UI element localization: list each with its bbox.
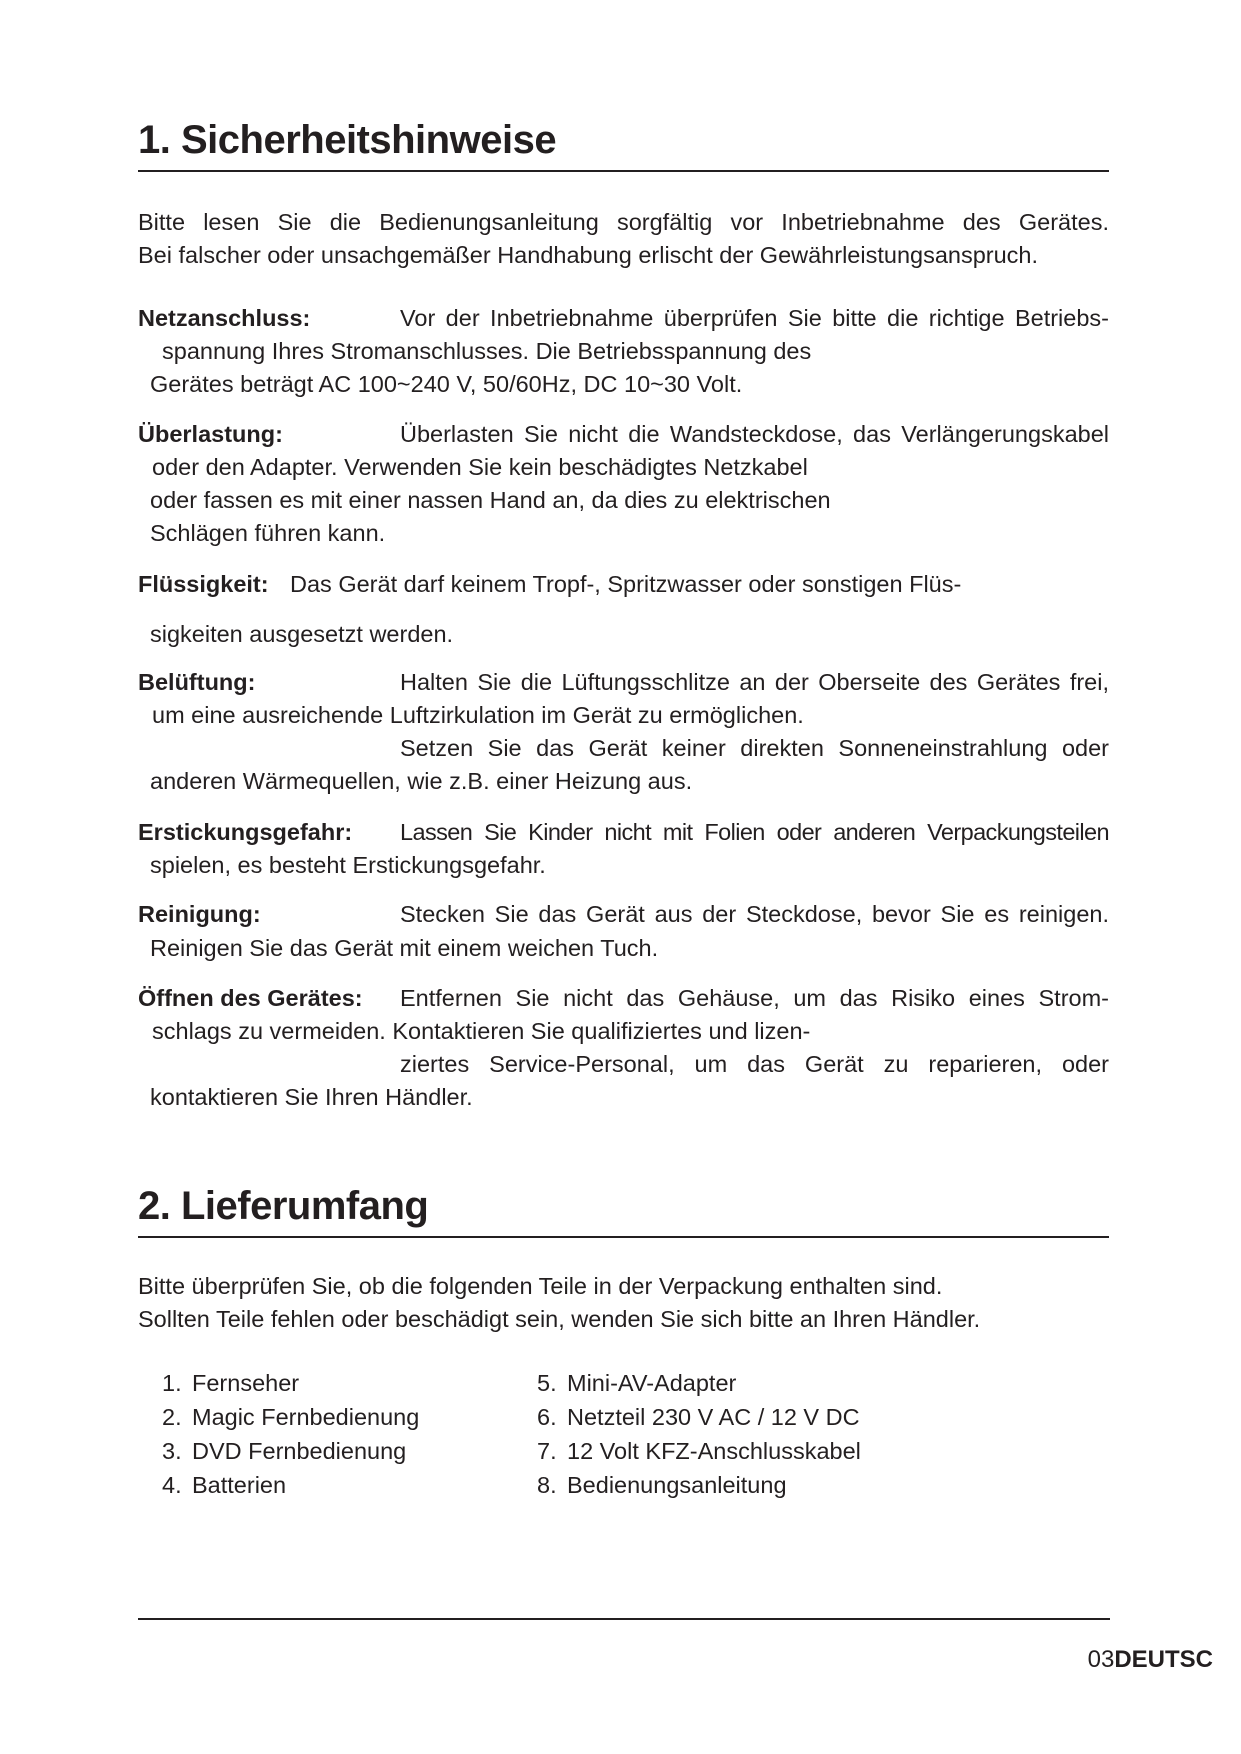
entry-line: Reinigen Sie das Gerät mit einem weichen Tuch. (150, 935, 659, 961)
entry-label: Belüftung: (138, 669, 256, 695)
entry-line: Gerätes beträgt AC 100~240 V, 50/60Hz, DC 10~30 Volt. (150, 371, 743, 397)
entry-line: schlags zu vermeiden. Kontaktieren Sie qualifiziertes und lizen- (152, 1018, 811, 1044)
entry-line: kontaktieren Sie Ihren Händler. (150, 1084, 473, 1110)
list-item (537, 1468, 861, 1502)
safety-intro-line-1: Bitte lesen Sie die Bedienungsanleitung sorgfältig vor Inbetriebnahme des Gerätes. (138, 209, 1109, 235)
entry-line: um eine ausreichende Luftzirkulation im Gerät zu ermöglichen. (152, 702, 804, 728)
entry-label: Öffnen des Gerätes: (138, 985, 363, 1011)
list-item-text: 12 Volt KFZ-Anschlusskabel (567, 1438, 861, 1464)
entry-line: spielen, es besteht Erstickungsgefahr. (150, 852, 546, 878)
contents-list-right (537, 1366, 861, 1502)
list-item-number: 7. (537, 1438, 557, 1464)
entry-line: Entfernen Sie nicht das Gehäuse, um das Risiko eines Strom- (400, 985, 1109, 1011)
entry-line: Vor der Inbetriebnahme überprüfen Sie bitte die richtige Betriebs- (400, 305, 1109, 331)
entry-line: Halten Sie die Lüftungsschlitze an der Oberseite des Gerätes frei, (400, 669, 1109, 695)
entry-line: oder den Adapter. Verwenden Sie kein beschädigtes Netzkabel (152, 454, 808, 480)
entry-line: Lassen Sie Kinder nicht mit Folien oder anderen Verpackungsteilen (400, 819, 1109, 845)
footer-language: DEUTSC (1114, 1646, 1213, 1673)
contents-intro-line-1: Bitte überprüfen Sie, ob die folgenden Teile in der Verpackung enthalten sind. (138, 1273, 943, 1299)
list-item-number: 1. (162, 1370, 182, 1396)
list-item-number: 3. (162, 1438, 182, 1464)
list-item-number: 8. (537, 1472, 557, 1498)
entry-label: Netzanschluss: (138, 305, 311, 331)
entry-line: Stecken Sie das Gerät aus der Steckdose, bevor Sie es reinigen. (400, 901, 1109, 927)
entry-line: Setzen Sie das Gerät keiner direkten Sonneneinstrahlung oder (400, 735, 1109, 761)
entry-label: Überlastung: (138, 421, 283, 447)
entry-line: Schlägen führen kann. (150, 520, 386, 546)
safety-intro (138, 206, 1109, 272)
contents-intro (138, 1270, 1109, 1336)
list-item (537, 1366, 861, 1400)
list-item (537, 1434, 861, 1468)
page-number: 03 (1087, 1646, 1115, 1673)
list-item (162, 1434, 419, 1468)
entry-line: anderen Wärmequellen, wie z.B. einer Heizung aus. (150, 768, 693, 794)
list-item-number: 2. (162, 1404, 182, 1430)
entry-line: Das Gerät darf keinem Tropf-, Spritzwasser oder sonstigen Flüs- (290, 571, 962, 597)
entry-line: ziertes Service-Personal, um das Gerät zu reparieren, oder (400, 1051, 1109, 1077)
list-item-number: 6. (537, 1404, 557, 1430)
list-item-text: Batterien (192, 1472, 287, 1498)
list-item (162, 1468, 419, 1502)
list-item (162, 1366, 419, 1400)
contents-list-left (162, 1366, 419, 1502)
contents-intro-line-2: Sollten Teile fehlen oder beschädigt sein, wenden Sie sich bitte an Ihren Händler. (138, 1306, 981, 1332)
entry-label: Reinigung: (138, 901, 261, 927)
list-item-text: Bedienungsanleitung (567, 1472, 787, 1498)
list-item-text: Fernseher (192, 1370, 300, 1396)
section-heading-safety: 1. Sicherheitshinweise (138, 116, 1109, 172)
list-item (537, 1400, 861, 1434)
entry-line: spannung Ihres Stromanschlusses. Die Betriebsspannung des (162, 338, 812, 364)
footer-divider (138, 1618, 1110, 1620)
list-item-text: Netzteil 230 V AC / 12 V DC (567, 1404, 860, 1430)
section-heading-contents: 2. Lieferumfang (138, 1182, 1109, 1238)
entry-line: Überlasten Sie nicht die Wandsteckdose, das Verlängerungskabel (400, 421, 1109, 447)
list-item-text: DVD Fernbedienung (192, 1438, 407, 1464)
list-item-text: Mini-AV-Adapter (567, 1370, 737, 1396)
list-item-text: Magic Fernbedienung (192, 1404, 420, 1430)
entry-line: sigkeiten ausgesetzt werden. (150, 621, 454, 647)
list-item (162, 1400, 419, 1434)
entry-label: Flüssigkeit: (138, 571, 269, 597)
list-item-number: 5. (537, 1370, 557, 1396)
list-item-number: 4. (162, 1472, 182, 1498)
entry-line: oder fassen es mit einer nassen Hand an, da dies zu elektrischen (150, 487, 831, 513)
page-footer (1088, 1646, 1213, 1674)
safety-intro-line-2: Bei falscher oder unsachgemäßer Handhabung erlischt der Gewährleistungsanspruch. (138, 242, 1039, 268)
entry-label: Erstickungsgefahr: (138, 819, 353, 845)
